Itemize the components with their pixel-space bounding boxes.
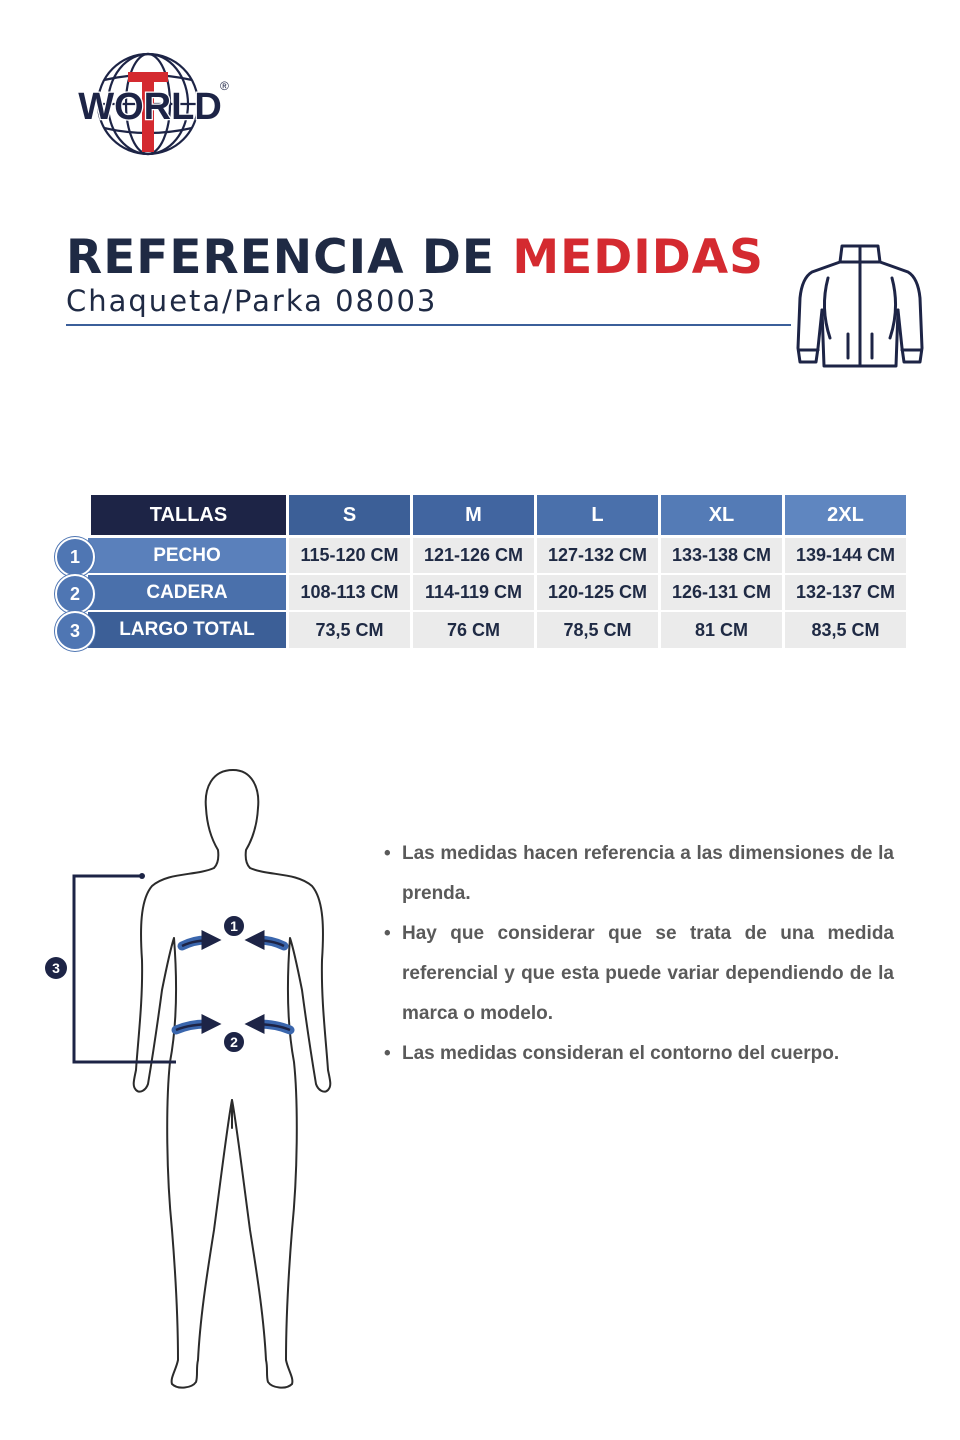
page-subtitle: Chaqueta/Parka 08003	[66, 284, 438, 318]
table-cell: 139-144 CM	[785, 538, 906, 573]
table-cell: 76 CM	[413, 612, 534, 648]
header-size-2xl: 2XL	[785, 495, 906, 535]
title-part-1: REFERENCIA DE	[66, 230, 513, 285]
table-cell: 115-120 CM	[289, 538, 410, 573]
table-cell: 133-138 CM	[661, 538, 782, 573]
row-label-cadera: CADERA	[88, 575, 286, 610]
table-cell: 132-137 CM	[785, 575, 906, 610]
note-item: • Hay que considerar que se trata de una medida referencial y que esta puede variar dependiendo de la marca o modelo.	[384, 914, 894, 1034]
title-part-2: MEDIDAS	[512, 230, 764, 285]
length-marker-label: 3	[52, 960, 60, 976]
table-cell: 127-132 CM	[537, 538, 658, 573]
header-size-m: M	[413, 495, 534, 535]
table-cell: 120-125 CM	[537, 575, 658, 610]
table-cell: 108-113 CM	[289, 575, 410, 610]
note-item: • Las medidas hacen referencia a las dimensiones de la prenda.	[384, 834, 894, 914]
note-item: • Las medidas consideran el contorno del cuerpo.	[384, 1034, 894, 1074]
chest-marker-label: 1	[230, 918, 238, 934]
body-outline-path	[134, 770, 331, 1388]
size-table	[0, 0, 960, 700]
hip-marker-label: 2	[230, 1034, 238, 1050]
table-cell: 81 CM	[661, 612, 782, 648]
table-cell: 83,5 CM	[785, 612, 906, 648]
row-label-largo-total: LARGO TOTAL	[88, 612, 286, 648]
svg-text:®: ®	[220, 79, 229, 93]
header-tallas: TALLAS	[91, 495, 286, 535]
row-label-pecho: PECHO	[88, 538, 286, 573]
table-cell: 78,5 CM	[537, 612, 658, 648]
svg-text:WORLD: WORLD	[78, 86, 222, 128]
table-cell: 73,5 CM	[289, 612, 410, 648]
row-badge-3: 3	[55, 611, 95, 651]
header-size-l: L	[537, 495, 658, 535]
table-cell: 126-131 CM	[661, 575, 782, 610]
header-size-xl: XL	[661, 495, 782, 535]
table-cell: 121-126 CM	[413, 538, 534, 573]
body-measurement-diagram	[40, 760, 360, 1400]
header-size-s: S	[289, 495, 410, 535]
measurement-notes	[384, 834, 894, 1074]
table-cell: 114-119 CM	[413, 575, 534, 610]
row-badge-2: 2	[55, 574, 95, 614]
row-badge-1: 1	[55, 537, 95, 577]
